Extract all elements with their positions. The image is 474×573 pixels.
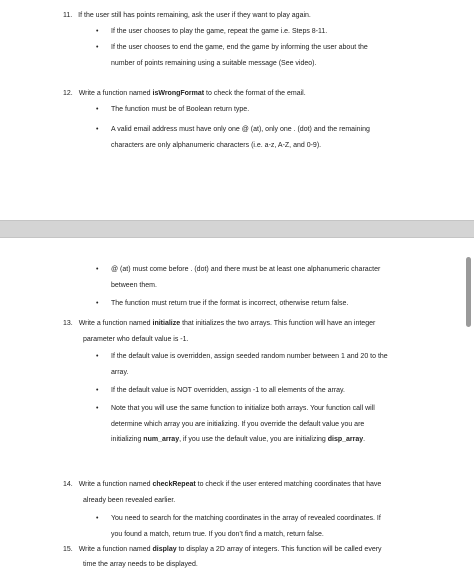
item-number: 15. bbox=[63, 546, 73, 553]
bullet-icon: • bbox=[96, 387, 99, 394]
item-text-post: to display a 2D array of integers. This function will be called every bbox=[176, 546, 382, 553]
function-name-initialize: initialize bbox=[152, 320, 181, 327]
item-13-heading bbox=[63, 316, 375, 332]
bullet-icon: • bbox=[96, 300, 99, 307]
item-text-post: to check the format of the email. bbox=[204, 90, 306, 97]
item-13-line-2: parameter who default value is -1. bbox=[83, 336, 189, 343]
bullet-line: number of points remaining using a suitable message (See video). bbox=[111, 59, 317, 67]
bullet-icon: • bbox=[96, 405, 99, 412]
item-12-bullet-1 bbox=[111, 102, 411, 118]
item-12-bullet-2 bbox=[111, 122, 417, 153]
item-15-heading bbox=[63, 542, 382, 558]
bullet-line: A valid email address must have only one @ (at), only one . (dot) and the remaining bbox=[111, 126, 370, 133]
continued-bullet-1 bbox=[111, 262, 423, 293]
item-text: If the user still has points remaining, ask the user if they want to play again. bbox=[78, 12, 311, 19]
item-13-bullet-3 bbox=[111, 401, 423, 448]
bullet-line: between them. bbox=[111, 281, 157, 289]
item-11-bullet-1 bbox=[111, 24, 411, 40]
function-name-display: display bbox=[152, 546, 177, 553]
item-text-pre: Write a function named bbox=[78, 546, 153, 553]
bullet-icon: • bbox=[96, 515, 99, 522]
function-name-isWrongFormat: isWrongFormat bbox=[152, 90, 205, 97]
bullet-line: The function must be of Boolean return type. bbox=[111, 106, 250, 113]
variable-num-array: num_array bbox=[143, 436, 180, 443]
bullet-line: If the default value is overridden, assign seeded random number between 1 and 20 to the bbox=[111, 353, 388, 360]
item-number: 14. bbox=[63, 481, 73, 488]
document-page-bottom bbox=[0, 238, 474, 572]
scrollbar-thumb[interactable] bbox=[466, 257, 471, 327]
item-number: 12. bbox=[63, 90, 73, 97]
bullet-line: If the default value is NOT overridden, assign -1 to all elements of the array. bbox=[111, 387, 345, 394]
item-14-bullet-1 bbox=[111, 511, 423, 542]
item-15-line-2: time the array needs to be displayed. bbox=[83, 561, 198, 568]
item-11-heading bbox=[63, 8, 311, 24]
item-text-pre: Write a function named bbox=[78, 481, 153, 488]
item-11-bullet-2 bbox=[111, 40, 417, 71]
bullet-line: characters are only alphanumeric characters (i.e. a-z, A-Z, and 0-9). bbox=[111, 141, 322, 149]
bullet-line: If the user chooses to play the game, repeat the game i.e. Steps 8-11. bbox=[111, 28, 328, 35]
bullet-line: determine which array you are initializing. If you override the default value you are bbox=[111, 420, 365, 428]
continued-bullet-2 bbox=[111, 296, 411, 312]
bullet-line: you found a match, return true. If you don’t find a match, return false. bbox=[111, 530, 324, 538]
bullet-icon: • bbox=[96, 353, 99, 360]
page-separator bbox=[0, 220, 474, 238]
bullet-line: The function must return true if the format is incorrect, otherwise return false. bbox=[111, 300, 349, 307]
bullet-line: If the user chooses to end the game, end the game by informing the user about the bbox=[111, 44, 368, 51]
item-text-pre: Write a function named bbox=[78, 320, 153, 327]
item-14-line-2: already been revealed earlier. bbox=[83, 497, 176, 504]
item-14-heading bbox=[63, 477, 381, 493]
bullet-icon: • bbox=[96, 266, 99, 273]
bullet-line: array. bbox=[111, 368, 129, 376]
bullet-line-last bbox=[111, 432, 423, 448]
bullet-line: Note that you will use the same function to initialize both arrays. Your function call will bbox=[111, 405, 375, 412]
document-page-top bbox=[0, 0, 474, 220]
bullet-icon: • bbox=[96, 106, 99, 113]
bullet-line: @ (at) must come before . (dot) and there must be at least one alphanumeric character bbox=[111, 266, 381, 273]
item-13-bullet-1 bbox=[111, 349, 429, 380]
text-fragment: . bbox=[363, 436, 366, 443]
item-12-heading bbox=[63, 86, 306, 102]
function-name-checkRepeat: checkRepeat bbox=[152, 481, 196, 488]
item-13-bullet-2 bbox=[111, 383, 411, 399]
item-number: 11. bbox=[63, 12, 73, 19]
text-fragment: initializing bbox=[111, 436, 144, 443]
variable-disp-array: disp_array bbox=[327, 436, 364, 443]
bullet-icon: • bbox=[96, 44, 99, 51]
text-fragment: , if you use the default value, you are initializing bbox=[179, 436, 328, 443]
bullet-icon: • bbox=[96, 28, 99, 35]
bullet-line: You need to search for the matching coordinates in the array of revealed coordinates. If bbox=[111, 515, 381, 522]
item-text-post: that initializes the two arrays. This function will have an integer bbox=[180, 320, 376, 327]
item-text-pre: Write a function named bbox=[78, 90, 153, 97]
bullet-icon: • bbox=[96, 126, 99, 133]
item-number: 13. bbox=[63, 320, 73, 327]
item-text-post: to check if the user entered matching coordinates that have bbox=[195, 481, 382, 488]
